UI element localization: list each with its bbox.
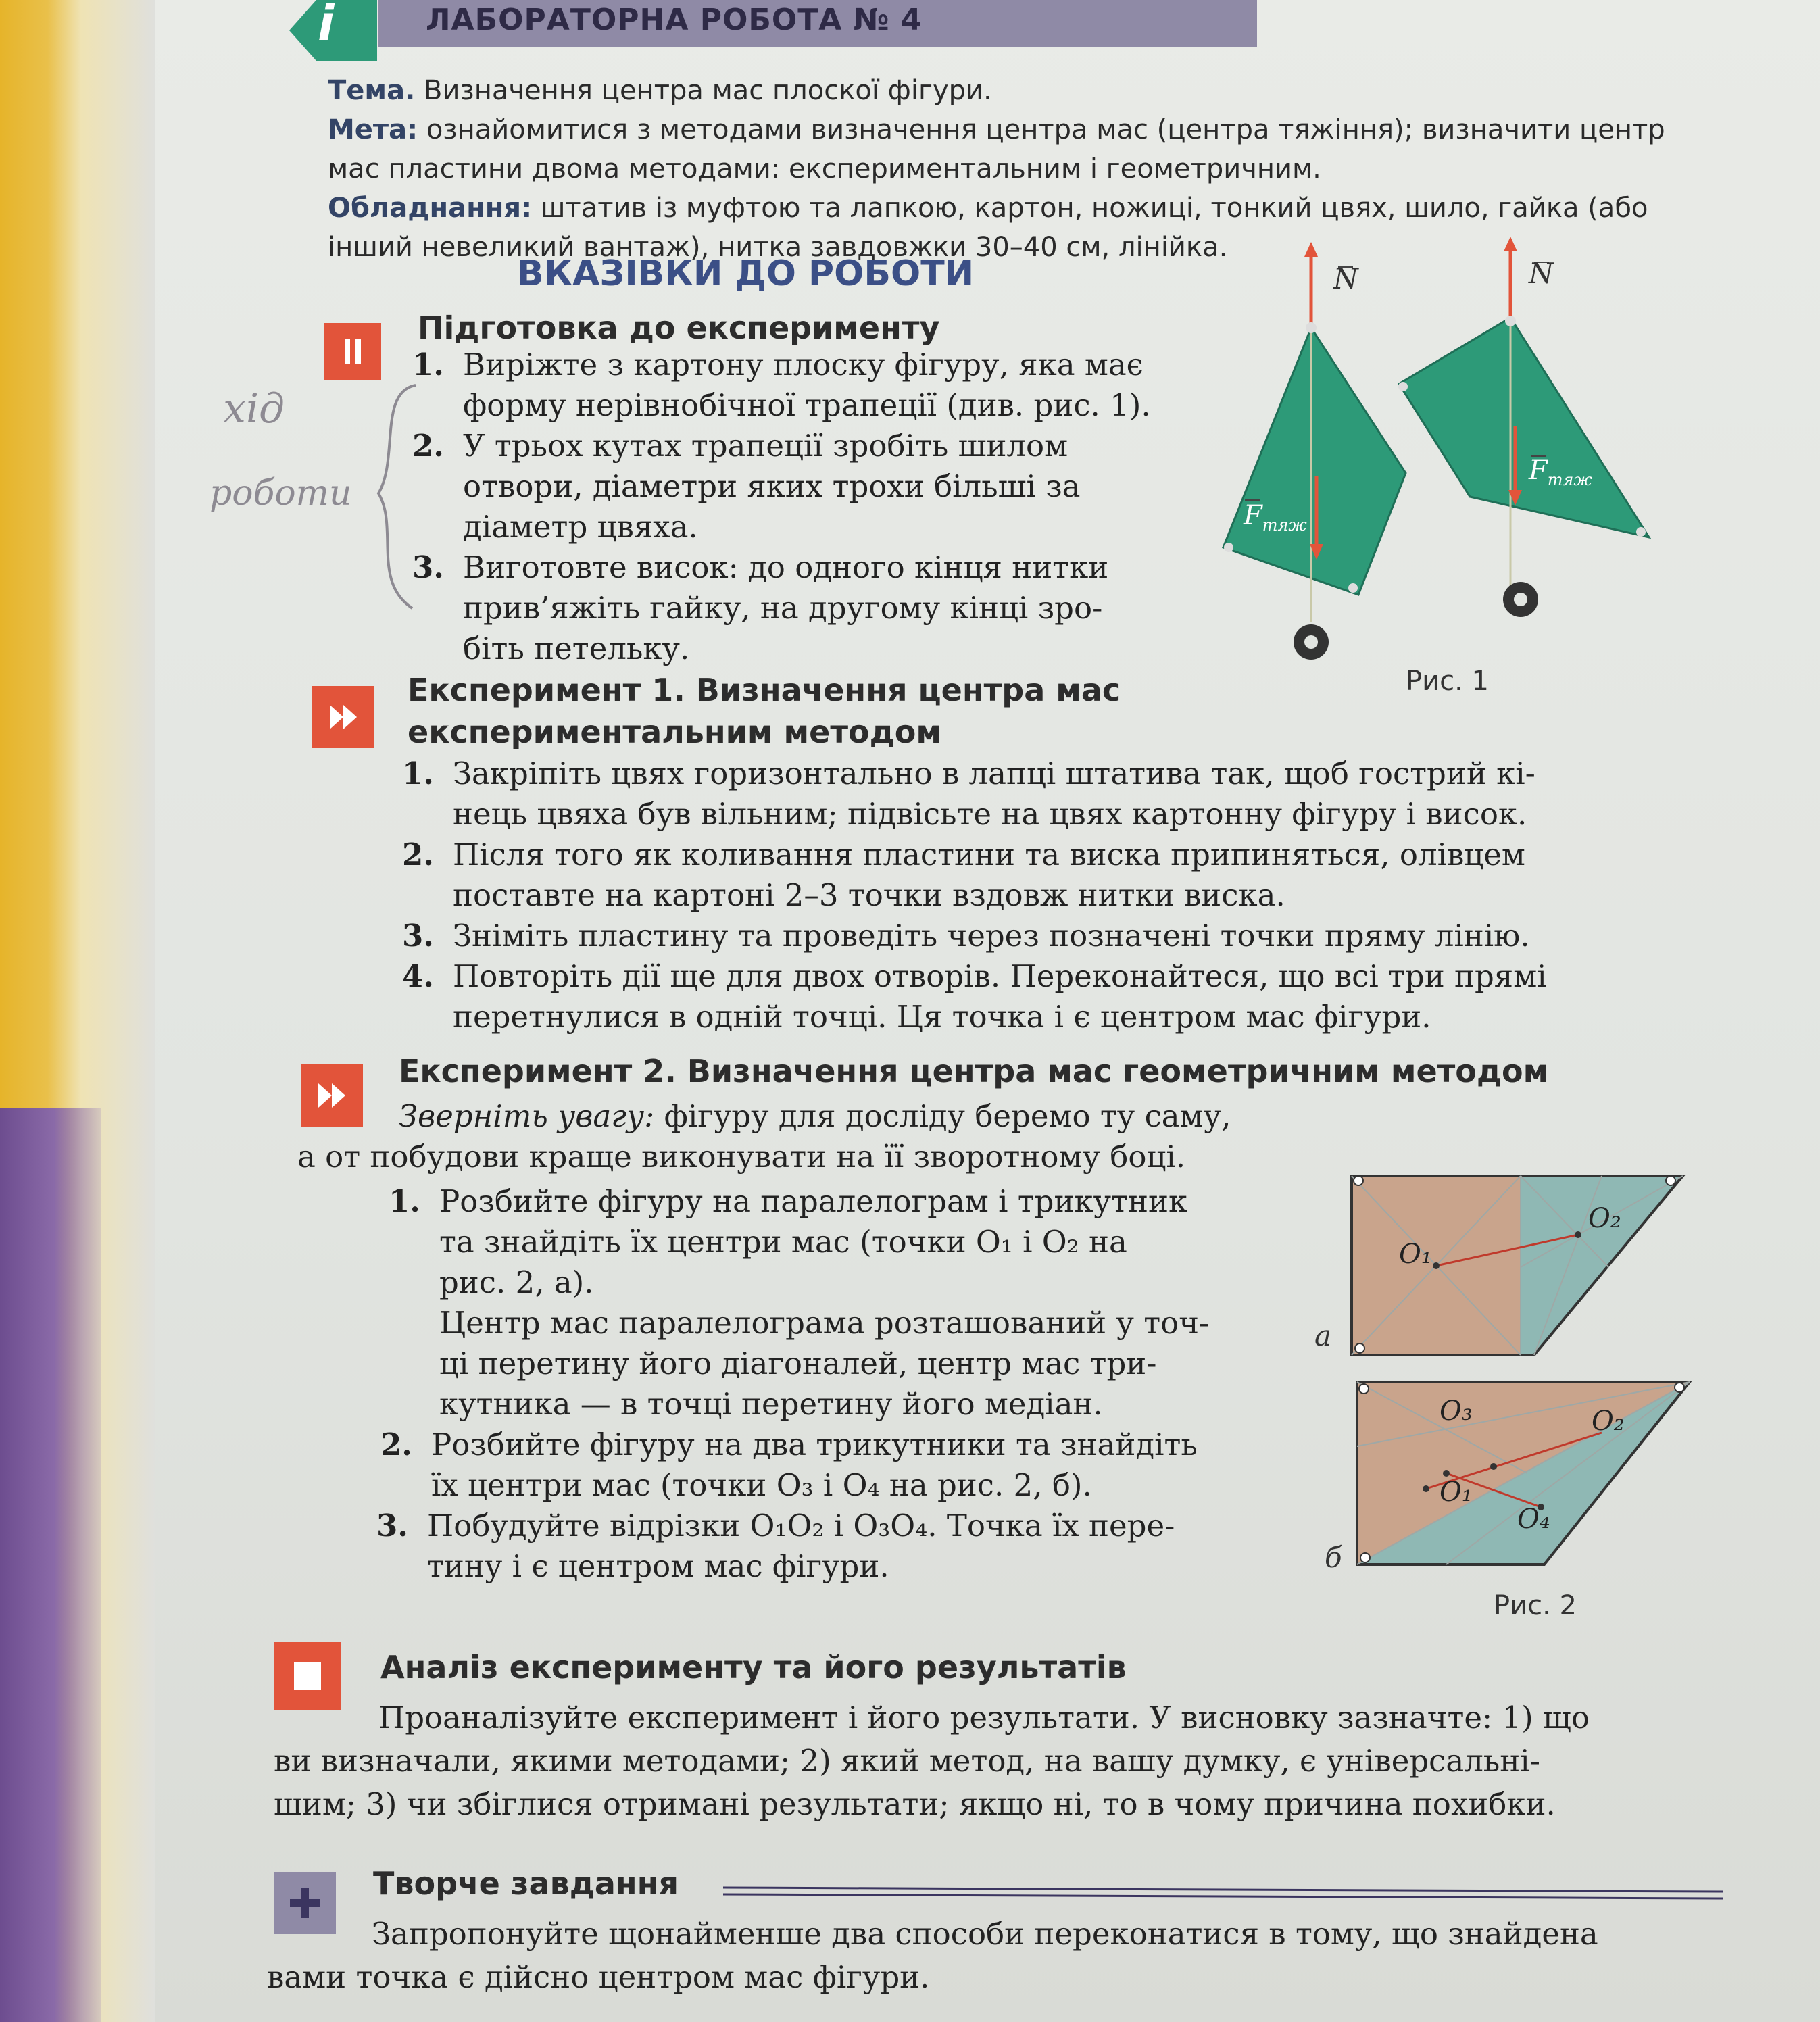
prep-item-line: біть петельку. [463,631,690,666]
exp2-item-3 [376,1506,1287,1587]
figure-1 [1203,237,1676,676]
lab-title: ЛАБОРАТОРНА РОБОТА № 4 [426,3,923,37]
n-label-right: N [1529,257,1554,290]
n-label-left: N [1333,262,1358,295]
exp2-item-extra-line: ці перетину його діагоналей, центр мас три- [439,1346,1157,1381]
creative-title-rule [723,1882,1723,1909]
equipment-text-1: штатив із муфтою та лапкою, картон, ножиці, тонкий цвях, шило, гайка (або [540,193,1648,224]
exp2-note-text-2: а от побудови краще виконувати на її зворотному боці. [297,1139,1186,1175]
fig2-caption: Рис. 2 [1494,1590,1577,1621]
prep-list [412,345,1169,669]
prep-item-num: 1. [412,347,444,383]
fig2-label-a: а [1314,1319,1332,1352]
exp2-item-extra-line: Центр мас паралелограма розташований у точ- [439,1305,1210,1341]
exp2-item-num: 3. [376,1508,408,1544]
f-letter: F [1244,500,1262,531]
prep-item-line: Виріжте з картону плоску фігуру, яка має [463,347,1143,383]
fig1-caption: Рис. 1 [1406,666,1489,697]
prep-item-num: 2. [412,428,444,464]
analysis-line: ви визначали, якими методами; 2) який метод, на вашу думку, є універсальні- [274,1743,1540,1779]
exp2-item-num: 2. [380,1427,412,1462]
prep-item-line: отвори, діаметри яких трохи більші за [463,468,1081,504]
exp1-item-line: Повторіть дії ще для двох отворів. Переконайтеся, що всі три прямі [453,958,1547,994]
prep-item-2 [412,426,1169,547]
handwriting-note-2: роботи [210,473,352,514]
exp1-item-num: 2. [402,837,434,872]
exp1-item-3 [402,916,1686,956]
handwriting-note-1: хід [223,385,285,433]
pause-icon [324,323,381,380]
tema-text: Визначення центра мас плоскої фігури. [424,75,992,106]
exp1-item-num: 3. [402,918,434,954]
exp2-item-line: Побудуйте відрізки O₁O₂ і O₃O₄. Точка їх пере- [427,1508,1175,1544]
f-subscript: тяж [1547,470,1592,489]
point-o1-b: O₁ [1440,1477,1473,1508]
prep-item-line: Виготовте висок: до одного кінця нитки [463,549,1109,585]
creative-title: Творче завдання [373,1865,679,1902]
exp2-item-line: та знайдіть їх центри мас (точки O₁ і O₂ на [439,1224,1127,1260]
point-o3-b: O₃ [1440,1396,1473,1427]
exp2-item-extra-line: кутника — в точці перетину його медіан. [439,1386,1103,1422]
f-subscript: тяж [1262,516,1307,535]
f-label-left [1244,500,1307,535]
exp1-title [408,669,1121,753]
analysis-title: Аналіз експерименту та його результатів [380,1649,1127,1685]
exp1-item-2 [402,835,1686,916]
prep-item-line: форму нерівнобічної трапеції (див. рис. 1). [463,387,1151,423]
exp2-note [297,1096,1277,1177]
guide-title: ВКАЗІВКИ ДО РОБОТИ [517,253,975,294]
exp1-item-line: Закріпіть цвях горизонтально в лапці штатива так, щоб гострий кі- [453,756,1535,791]
prep-item-line: прив’яжіть гайку, на другому кінці зро- [463,590,1103,626]
analysis-text [274,1696,1727,1826]
analysis-line: Проаналізуйте експеримент і його результати. У висновку зазначте: 1) що [378,1700,1590,1735]
meta-text-1: ознайомитися з методами визначення центра мас (центра тяжіння); визначити центр [426,114,1665,145]
exp1-list [402,754,1686,1037]
exp2-item-line: їх центри мас (точки O₃ і O₄ на рис. 2, б). [431,1467,1092,1503]
equipment-text-2: інший невеликий вантаж), нитка завдовжки 30–40 см, лінійка. [328,232,1228,263]
exp1-item-4 [402,956,1686,1037]
point-o1-a: O₁ [1399,1239,1432,1270]
info-letter: i [318,0,335,51]
page-edge-purple [0,1108,101,2022]
exp2-note-label: Зверніть увагу: [399,1098,655,1134]
exp1-item-line: Після того як коливання пластини та виска припиняться, олівцем [453,837,1525,872]
fast-forward-icon [312,686,374,748]
prep-item-num: 3. [412,549,444,585]
exp2-item-num: 1. [389,1183,420,1219]
prep-item-1 [412,345,1169,426]
exp2-note-text-1: фігуру для досліду беремо ту саму, [664,1098,1231,1134]
exp1-item-num: 1. [402,756,434,791]
exp2-list [376,1181,1287,1587]
exp2-item-line: тину і є центром мас фігури. [427,1548,889,1584]
f-label-right [1529,455,1592,489]
prep-title: Підготовка до експерименту [418,310,940,346]
exp1-item-line: перетнулися в одній точці. Ця точка і є центром мас фігури. [453,999,1431,1035]
meta-text-2: мас пластини двома методами: експериментальним і геометричним. [328,153,1321,184]
exp2-item-2 [380,1425,1287,1506]
meta-label: Мета: [328,114,418,145]
exp2-title: Експеримент 2. Визначення центра мас геометричним методом [399,1053,1549,1089]
creative-line: вами точка є дійсно центром мас фігури. [267,1959,930,1995]
trapezoid-right [1399,318,1649,537]
prep-item-3 [412,547,1169,669]
exp1-item-line: поставте на картоні 2–3 точки вздовж нитки виска. [453,877,1285,913]
exp2-item-line: рис. 2, а). [439,1264,594,1300]
prep-item-line: діаметр цвяха. [463,509,698,545]
exp2-item-line: Розбийте фігуру на паралелограм і трикутник [439,1183,1188,1219]
exp1-title-line-2: експериментальним методом [408,714,941,750]
equipment-label: Обладнання: [328,193,533,224]
exp2-item-1 [389,1181,1287,1425]
exp1-item-line: нець цвяха був вільним; підвісьте на цвях картонну фігуру і висок. [453,796,1527,832]
tema-label: Тема. [328,75,416,106]
exp2-item-line: Розбийте фігуру на два трикутники та знайдіть [431,1427,1198,1462]
creative-text [267,1913,1754,1999]
point-o4-b: O₄ [1517,1504,1550,1535]
exp1-item-1 [402,754,1686,835]
f-letter: F [1529,455,1548,486]
point-o2-b: O₂ [1592,1406,1625,1437]
exp1-title-line-1: Експеримент 1. Визначення центра мас [408,672,1121,708]
fig2-label-b: б [1325,1541,1342,1574]
prep-item-line: У трьох кутах трапеції зробіть шилом [463,428,1068,464]
analysis-line: шим; 3) чи збіглися отримані результати; якщо ні, то в чому причина похибки. [274,1786,1556,1822]
creative-line: Запропонуйте щонайменше два способи переконатися в тому, що знайдена [372,1916,1598,1952]
exp1-item-num: 4. [402,958,434,994]
point-o2-a: O₂ [1588,1203,1621,1234]
exp1-item-line: Зніміть пластину та проведіть через позначені точки пряму лінію. [453,918,1530,954]
